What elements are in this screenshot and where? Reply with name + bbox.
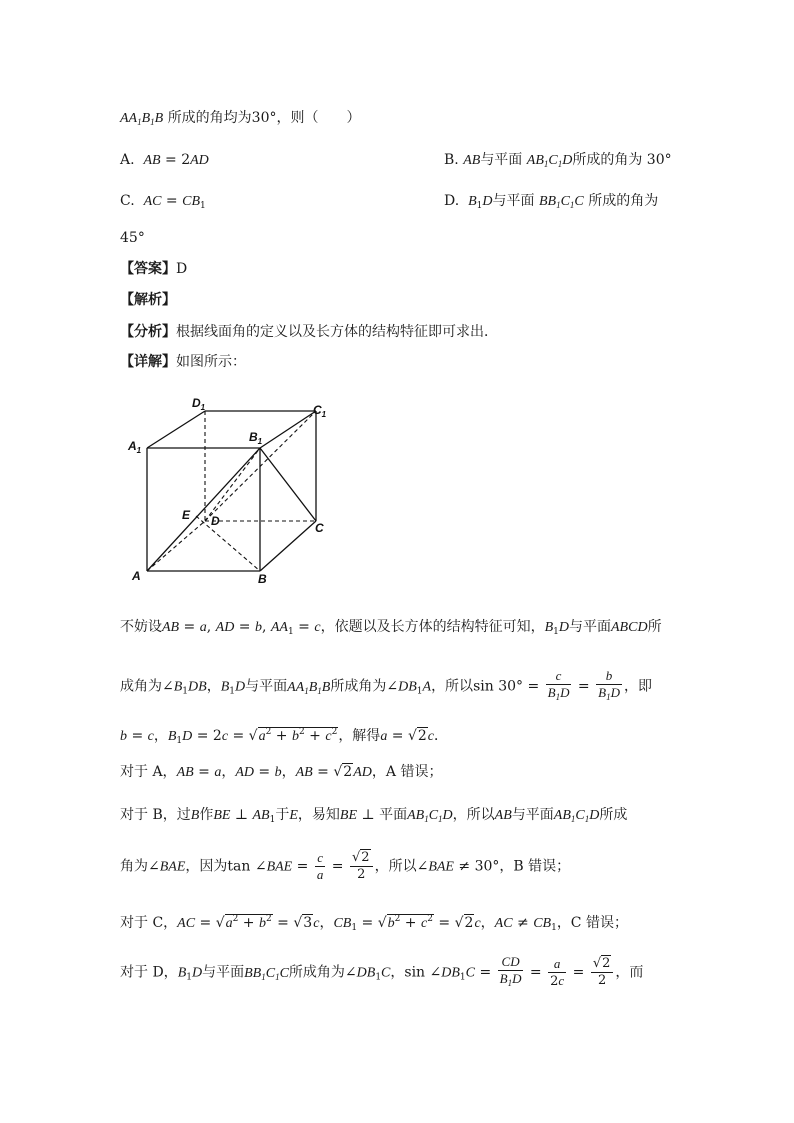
- solution-line-1: 不妨设AB = a, AD = b, $AA_1 = c$，依题以及长方体的结构特征可知，$B_1D$与平面ABCD所: [120, 619, 662, 637]
- option-d-continued: 45°: [120, 230, 145, 246]
- label-e: E: [182, 508, 191, 522]
- label-d1: $D_1$: [192, 396, 206, 412]
- label-a1: $A_1$: [128, 439, 142, 455]
- analysis-option-d: 对于 D，$B_1D$与平面$BB_1C_1C$所成角为$\angle DB_1C$，$\sin \angle DB_1C$ = $\frac{CD}{B_1D}$ = $\frac{a}{2c}$ = $\frac{√2}{2}$ ，而: [120, 954, 644, 989]
- option-c: C. AC = $CB_1$: [120, 193, 206, 211]
- option-a: A. AB = 2AD: [120, 152, 209, 168]
- question-text: 所成的角均为30°，则（ ）: [167, 110, 361, 126]
- analysis-option-c: 对于 C，AC = $√a^2 + b^2 = √3c$，$CB_1 = √b^2 + c^2 = √2c$，AC ≠ $CB_1$，C 错误；: [120, 914, 628, 933]
- analysis-option-a: 对于 A，AB = a，AD = b，AB = √2AD，A 错误；: [120, 764, 443, 780]
- label-b: B: [258, 572, 267, 586]
- label-c: C: [315, 521, 324, 535]
- solution-line-3: b = c，$B_1D = 2c = √a^2 + b^2 + c^2$，解得a = √2c．: [120, 727, 449, 746]
- label-a: A: [132, 569, 141, 583]
- label-c1: $C_1$: [313, 403, 327, 419]
- answer-line: [120, 259, 187, 279]
- label-b1: $B_1$: [249, 430, 263, 446]
- analysis-tag: 【解析】: [120, 292, 176, 308]
- answer-value: D: [176, 261, 188, 277]
- analysis-option-b-1: 对于 B，过B作BE ⊥ $AB_1$于E，易知BE ⊥ 平面$AB_1C_1D$，所以AB与平面$AB_1C_1D$所成: [120, 807, 628, 825]
- detail-intro: 【详解】如图所示：: [120, 354, 246, 370]
- analysis-option-b-2: 角为∠BAE，因为tan ∠BAE = $\frac{c}{a}$ = $\frac{√2}{2}$ ，所以∠BAE ≠ 30°，B 错误；: [120, 850, 571, 882]
- option-d: D. $B_1D$与平面 $BB_1C_1C$ 所成的角为: [444, 193, 659, 211]
- answer-tag: 【答案】: [120, 261, 176, 277]
- option-b: B. AB与平面 $AB_1C_1D$所成的角为 30°: [444, 152, 672, 169]
- question-line: $AA_1B_1B$ 所成的角均为30°，则（ ）: [120, 110, 361, 127]
- solution-line-2: 成角为$\angle B_1DB$，$B_1D$与平面$AA_1B_1B$所成角为$\angle DB_1A$，所以sin 30° = $\frac{c}{B_1D}$ = $\frac{b}{B_1D}$ ，即: [120, 668, 652, 702]
- analysis-summary: 【分析】根据线面角的定义以及长方体的结构特征即可求出．: [120, 324, 498, 340]
- label-d: D: [211, 514, 220, 528]
- cuboid-figure: [120, 390, 340, 590]
